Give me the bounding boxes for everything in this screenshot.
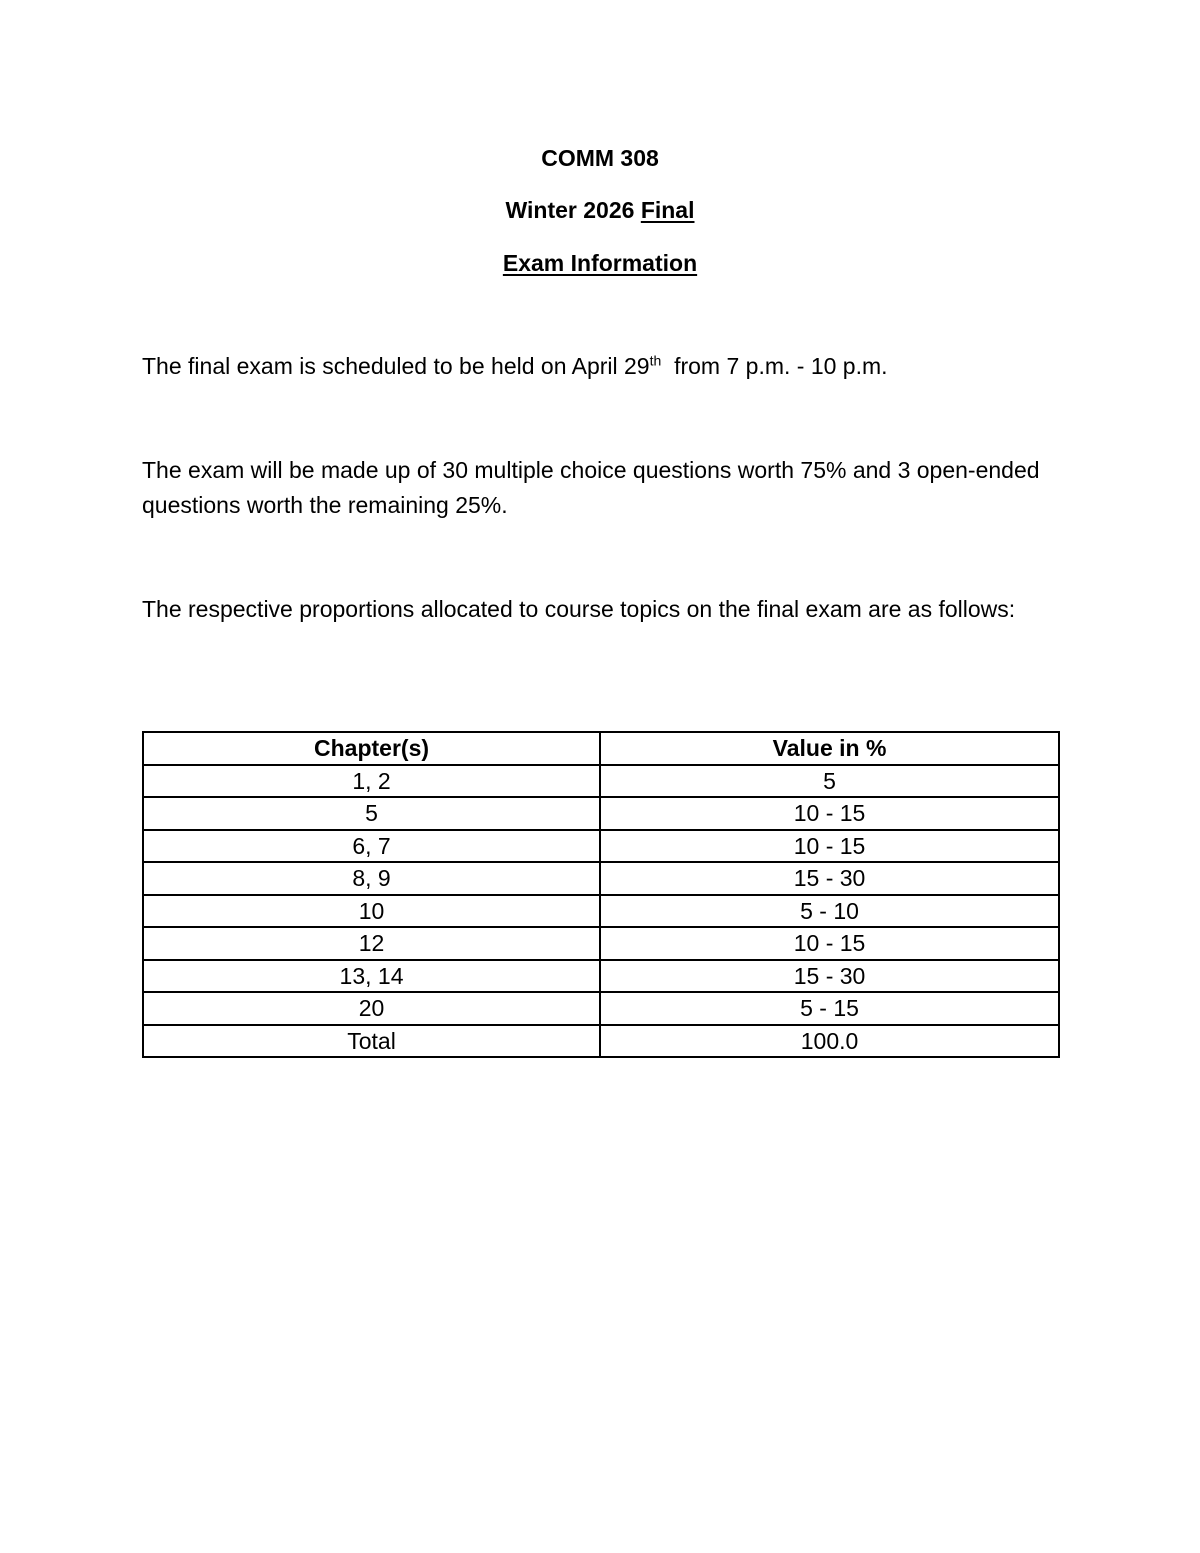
total-label-cell: Total: [143, 1025, 600, 1058]
table-row: [143, 895, 1059, 928]
value-cell: 5 - 10: [600, 895, 1059, 928]
chapter-cell: 5: [143, 797, 600, 830]
term-underlined: Final: [640, 197, 695, 223]
total-value-cell: 100.0: [600, 1025, 1059, 1058]
table-total-row: [143, 1025, 1059, 1058]
chapter-cell: 10: [143, 895, 600, 928]
ordinal-suffix: th: [649, 352, 662, 369]
exam-info-title: [0, 249, 1200, 277]
header-chapters: Chapter(s): [143, 732, 600, 765]
header-value: Value in %: [600, 732, 1059, 765]
schedule-time: from 7 p.m. - 10 p.m.: [661, 353, 888, 379]
value-cell: 15 - 30: [600, 960, 1059, 993]
course-title: COMM 308: [541, 145, 659, 171]
allocation-table: [142, 731, 1060, 1058]
table-row: [143, 797, 1059, 830]
schedule-paragraph: [142, 349, 1062, 384]
value-cell: 15 - 30: [600, 862, 1059, 895]
exam-info-text: Exam Information: [502, 250, 698, 276]
table-row: [143, 830, 1059, 863]
table-row: [143, 765, 1059, 798]
table-row: [143, 960, 1059, 993]
chapter-cell: 1, 2: [143, 765, 600, 798]
schedule-text: The final exam is scheduled to be held on April 29: [142, 353, 650, 379]
chapter-cell: 6, 7: [143, 830, 600, 863]
chapter-cell: 20: [143, 992, 600, 1025]
value-cell: 10 - 15: [600, 830, 1059, 863]
table-row: [143, 992, 1059, 1025]
value-cell: 5 - 15: [600, 992, 1059, 1025]
chapter-cell: 12: [143, 927, 600, 960]
value-cell: 10 - 15: [600, 797, 1059, 830]
proportions-paragraph: The respective proportions allocated to course topics on the final exam are as follows:: [142, 596, 1016, 622]
term-title: [0, 196, 1200, 224]
term-prefix: Winter 2026: [505, 197, 641, 223]
table-row: [143, 927, 1059, 960]
format-paragraph: The exam will be made up of 30 multiple choice questions worth 75% and 3 open-ended questions worth the remaining 25%.: [142, 457, 1040, 518]
chapter-cell: 8, 9: [143, 862, 600, 895]
value-cell: 10 - 15: [600, 927, 1059, 960]
table-header-row: [143, 732, 1059, 765]
table-row: [143, 862, 1059, 895]
chapter-cell: 13, 14: [143, 960, 600, 993]
value-cell: 5: [600, 765, 1059, 798]
